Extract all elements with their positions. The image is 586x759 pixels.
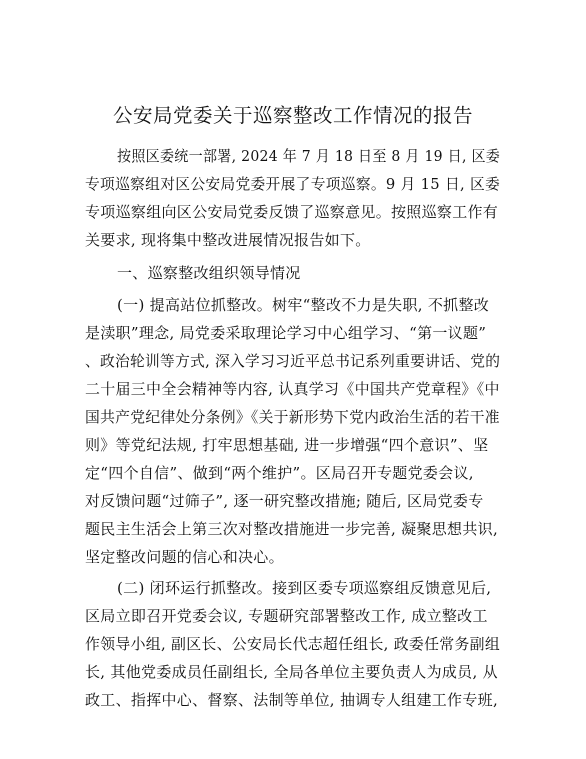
- section-heading: 一、巡察整改组织领导情况: [117, 264, 301, 282]
- document-title: 公安局党委关于巡察整改工作情况的报告: [112, 104, 473, 127]
- paragraph-line: 长, 其他党委成员任副组长, 全局各单位主要负责人为成员, 从: [85, 663, 498, 681]
- paragraph-line: 专项巡察组对区公安局党委开展了专项巡察。9 月 15 日, 区委: [85, 175, 501, 193]
- paragraph-line: 坚定整改问题的信心和决心。: [85, 548, 284, 566]
- paragraph-line: 、政治轮训等方式, 深入学习习近平总书记系列重要讲话、党的: [85, 352, 501, 370]
- paragraph-line: 则》等党纪法规, 打牢思想基础, 进一步增强“四个意识”、坚: [85, 436, 489, 454]
- paragraph-line: 是渎职”理念, 局党委采取理论学习中心组学习、“第一议题”: [85, 324, 487, 342]
- paragraph-line: 对反馈问题“过筛子”, 逐一研究整改措施; 随后, 区局党委专: [85, 492, 484, 510]
- paragraph-line: (二) 闭环运行抓整改。接到区委专项巡察组反馈意见后,: [117, 579, 492, 597]
- paragraph-line: 国共产党纪律处分条例》《关于新形势下党内政治生活的若干准: [85, 408, 500, 426]
- paragraph-line: 关要求, 现将集中整改进展情况报告如下。: [85, 231, 371, 249]
- paragraph-line: 题民主生活会上第三次对整改措施进一步完善, 凝聚思想共识,: [85, 520, 499, 538]
- paragraph-line: (一) 提高站位抓整改。树牢“整改不力是失职, 不抓整改: [117, 296, 490, 314]
- paragraph-line: 按照区委统一部署, 2024 年 7 月 18 日至 8 月 19 日, 区委: [117, 147, 501, 165]
- paragraph-line: 二十届三中全会精神等内容, 认真学习《中国共产党章程》《中: [85, 380, 500, 398]
- paragraph-line: 专项巡察组向区公安局党委反馈了巡察意见。按照巡察工作有: [85, 203, 499, 221]
- paragraph-line: 定“四个自信”、做到“两个维护”。区局召开专题党委会议,: [85, 464, 474, 482]
- paragraph-line: 作领导小组, 副区长、公安局长代志超任组长, 政委任常务副组: [85, 635, 501, 653]
- paragraph-line: 区局立即召开党委会议, 专题研究部署整改工作, 成立整改工: [85, 607, 488, 625]
- paragraph-line: 政工、指挥中心、督察、法制等单位, 抽调专人组建工作专班,: [85, 691, 499, 709]
